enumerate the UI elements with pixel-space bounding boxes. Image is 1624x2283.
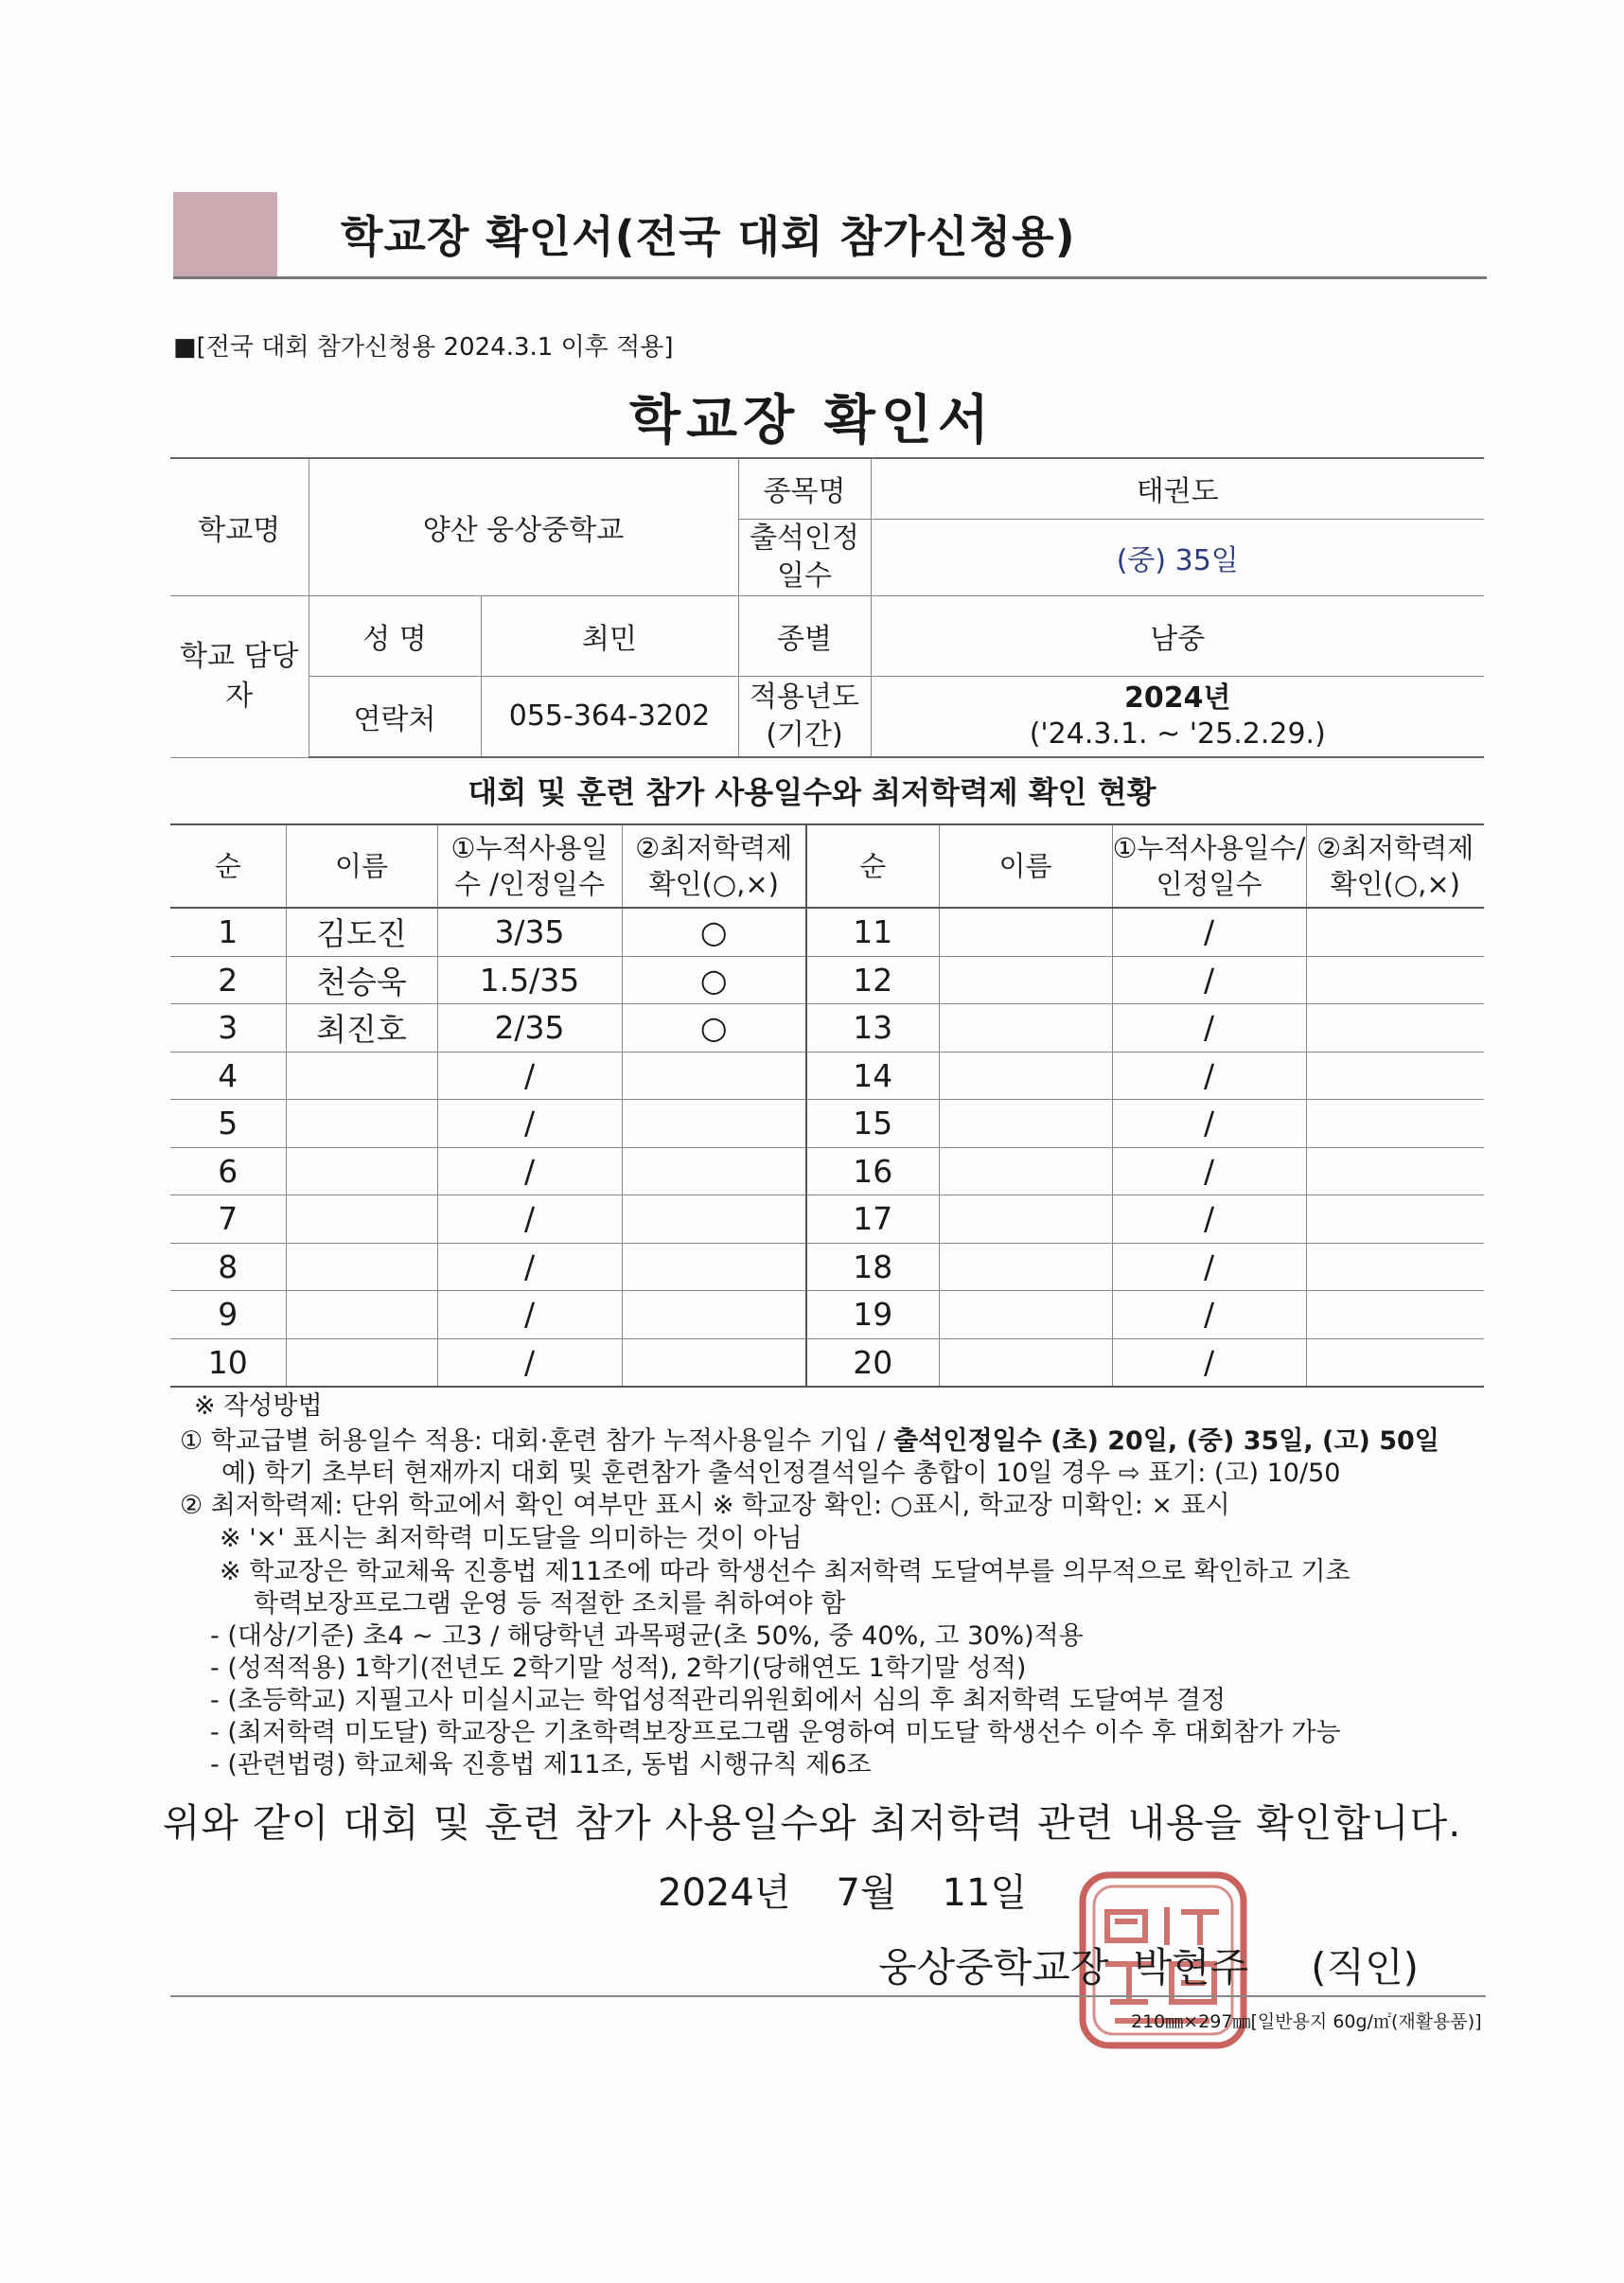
row-academic-right [1306,1100,1484,1148]
row-days-left: / [437,1291,622,1339]
row-academic-left: ○ [622,908,806,956]
note-1-example: 예) 학기 초부터 현재까지 대회 및 훈련참가 출석인정결석일수 총합이 10일 경우 ⇨ 표기: (고) 10/50 [221,1459,1341,1488]
school-info-table [170,457,1484,758]
row-name-right [939,1004,1112,1053]
row-days-left: 2/35 [437,1004,622,1053]
row-days-right: / [1112,1195,1306,1244]
principal-title: 웅상중학교장 [878,1944,1109,1991]
table-row [170,1195,1484,1244]
row-no-right: 13 [806,1004,939,1053]
row-no-left: 1 [170,908,286,956]
notes-heading: ※ 작성방법 [194,1391,323,1421]
row-days-left: 1.5/35 [437,956,622,1004]
table-row [170,1291,1484,1339]
year-label: 적용년도 (기간) [738,676,871,757]
date-line [658,1863,1072,1917]
row-academic-right [1306,908,1484,956]
row-name-right [939,1338,1112,1387]
school-name-label: 학교명 [170,458,309,595]
row-academic-left [622,1338,806,1387]
row-academic-right [1306,1338,1484,1387]
col-days-right: ①누적사용일수/ 인정일수 [1112,824,1306,908]
note-1-text: ① 학교급별 허용일수 적용: 대회·훈련 참가 누적사용일수 기입 / [180,1426,894,1456]
row-academic-right [1306,1052,1484,1100]
category-value: 남중 [871,595,1484,676]
row-name-right [939,1100,1112,1148]
row-name-right [939,908,1112,956]
attendance-days-label: 출석인정 일수 [738,519,871,595]
row-days-left: 3/35 [437,908,622,956]
sport-label: 종목명 [738,458,871,519]
detail-5: - (관련법령) 학교체육 진흥법 제11조, 동법 시행규칙 제6조 [210,1750,872,1779]
row-name-right [939,1291,1112,1339]
row-academic-right [1306,1147,1484,1195]
row-no-left: 3 [170,1004,286,1053]
category-label: 종별 [738,595,871,676]
row-days-right: / [1112,956,1306,1004]
detail-3: - (초등학교) 지필고사 미실시교는 학업성적관리위원회에서 심의 후 최저학력 도달여부 결정 [210,1686,1227,1715]
row-name-left [286,1291,437,1339]
col-no-right: 순 [806,824,939,908]
row-academic-left: ○ [622,956,806,1004]
signature-line [878,1937,1443,1993]
heading-rule [173,276,1487,279]
row-academic-left: ○ [622,1004,806,1053]
row-name-left [286,1100,437,1148]
row-name-left: 김도진 [286,908,437,956]
principal-name: 박현주 [1133,1944,1249,1991]
row-academic-left [622,1147,806,1195]
manager-name-label: 성 명 [309,595,481,676]
note-1-emphasis: 출석인정일수 (초) 20일, (중) 35일, (고) 50일 [893,1426,1439,1456]
row-academic-right [1306,1291,1484,1339]
row-days-left: / [437,1147,622,1195]
col-academic-right: ②최저학력제 확인(○,×) [1306,824,1484,908]
paper-spec-footer: 210㎜×297㎜[일반용지 60g/㎡(재활용품)] [1131,2011,1482,2032]
row-no-right: 15 [806,1100,939,1148]
row-no-left: 5 [170,1100,286,1148]
main-title: 학교장 확인서 [628,390,996,451]
row-no-left: 2 [170,956,286,1004]
row-days-right: / [1112,1004,1306,1053]
note-4-cont: 학력보장프로그램 운영 등 적절한 조치를 취하여야 함 [254,1589,846,1619]
row-academic-left [622,1100,806,1148]
year-period: ('24.3.1. ~ '25.2.29.) [1029,717,1326,751]
section-title: 대회 및 훈련 참가 사용일수와 최저학력제 확인 현황 [468,774,1156,810]
row-days-left: / [437,1243,622,1291]
year-cell [871,676,1484,757]
row-name-left [286,1243,437,1291]
detail-1: - (대상/기준) 초4 ~ 고3 / 해당학년 과목평균(초 50%, 중 40%, 고 30%)적용 [210,1621,1084,1651]
row-days-left: / [437,1195,622,1244]
row-name-left [286,1338,437,1387]
row-no-right: 20 [806,1338,939,1387]
col-name-left: 이름 [286,824,437,908]
row-days-right: / [1112,1338,1306,1387]
detail-4: - (최저학력 미도달) 학교장은 기초학력보장프로그램 운영하여 미도달 학생선수 이수 후 대회참가 가능 [210,1718,1341,1747]
row-no-right: 16 [806,1147,939,1195]
note-4: ※ 학교장은 학교체육 진흥법 제11조에 따라 학생선수 최저학력 도달여부를 의무적으로 확인하고 기초 [220,1557,1350,1586]
row-name-right [939,1052,1112,1100]
col-no-left: 순 [170,824,286,908]
row-no-right: 11 [806,908,939,956]
row-no-left: 9 [170,1291,286,1339]
year-value: 2024년 [1124,681,1231,715]
row-days-left: / [437,1100,622,1148]
row-no-left: 4 [170,1052,286,1100]
row-no-left: 8 [170,1243,286,1291]
table-row [170,1052,1484,1100]
table-row [170,1004,1484,1053]
contact-label: 연락처 [309,676,481,757]
date-day: 11일 [942,1871,1028,1915]
school-name-value: 양산 웅상중학교 [309,458,738,595]
row-no-left: 7 [170,1195,286,1244]
confirmation-statement: 위와 같이 대회 및 훈련 참가 사용일수와 최저학력 관련 내용을 확인합니다. [162,1800,1462,1846]
col-days-left: ①누적사용일수 /인정일수 [437,824,622,908]
row-name-left: 천승욱 [286,956,437,1004]
row-academic-right [1306,1243,1484,1291]
contact-value: 055-364-3202 [481,676,738,757]
roster-table [170,823,1484,1388]
row-no-right: 12 [806,956,939,1004]
row-no-right: 14 [806,1052,939,1100]
table-row [170,1100,1484,1148]
bottom-rule [170,1995,1486,1997]
row-academic-right [1306,1195,1484,1244]
row-name-left [286,1147,437,1195]
note-1 [180,1425,1439,1458]
detail-2: - (성적적용) 1학기(전년도 2학기말 성적), 2학기(당해연도 1학기말 성적) [210,1654,1027,1683]
row-name-left [286,1195,437,1244]
row-no-right: 18 [806,1243,939,1291]
document-heading: 학교장 확인서(전국 대회 참가신청용) [341,211,1076,262]
row-days-right: / [1112,1147,1306,1195]
seal-label: (직인) [1311,1944,1420,1991]
row-academic-left [622,1243,806,1291]
date-year: 2024년 [658,1871,791,1915]
applicability-notice: ■[전국 대회 참가신청용 2024.3.1 이후 적용] [173,333,674,362]
row-academic-left [622,1052,806,1100]
school-manager-label: 학교 담당자 [170,595,309,757]
table-row [170,1243,1484,1291]
table-row [170,1147,1484,1195]
row-days-right: / [1112,1100,1306,1148]
row-no-right: 17 [806,1195,939,1244]
row-academic-left [622,1195,806,1244]
attendance-days-value: (중) 35일 [871,519,1484,595]
row-days-right: / [1112,1291,1306,1339]
row-name-right [939,1147,1112,1195]
row-days-right: / [1112,908,1306,956]
row-days-left: / [437,1052,622,1100]
row-no-right: 19 [806,1291,939,1339]
row-no-left: 6 [170,1147,286,1195]
row-days-right: / [1112,1243,1306,1291]
row-academic-left [622,1291,806,1339]
row-days-right: / [1112,1052,1306,1100]
row-name-right [939,1195,1112,1244]
note-3: ※ '×' 표시는 최저학력 미도달을 의미하는 것이 아님 [220,1524,803,1553]
row-name-right [939,1243,1112,1291]
header-color-block [173,192,277,277]
table-row [170,908,1484,956]
note-2: ② 최저학력제: 단위 학교에서 확인 여부만 표시 ※ 학교장 확인: ○표시, 학교장 미확인: × 표시 [180,1491,1230,1520]
manager-name-value: 최민 [481,595,738,676]
date-month: 7월 [836,1871,897,1915]
row-name-right [939,956,1112,1004]
table-row [170,1338,1484,1387]
row-academic-right [1306,1004,1484,1053]
row-days-left: / [437,1338,622,1387]
row-name-left: 최진호 [286,1004,437,1053]
row-no-left: 10 [170,1338,286,1387]
col-academic-left: ②최저학력제 확인(○,×) [622,824,806,908]
row-academic-right [1306,956,1484,1004]
sport-value: 태권도 [871,458,1484,519]
row-name-left [286,1052,437,1100]
table-row [170,956,1484,1004]
col-name-right: 이름 [939,824,1112,908]
